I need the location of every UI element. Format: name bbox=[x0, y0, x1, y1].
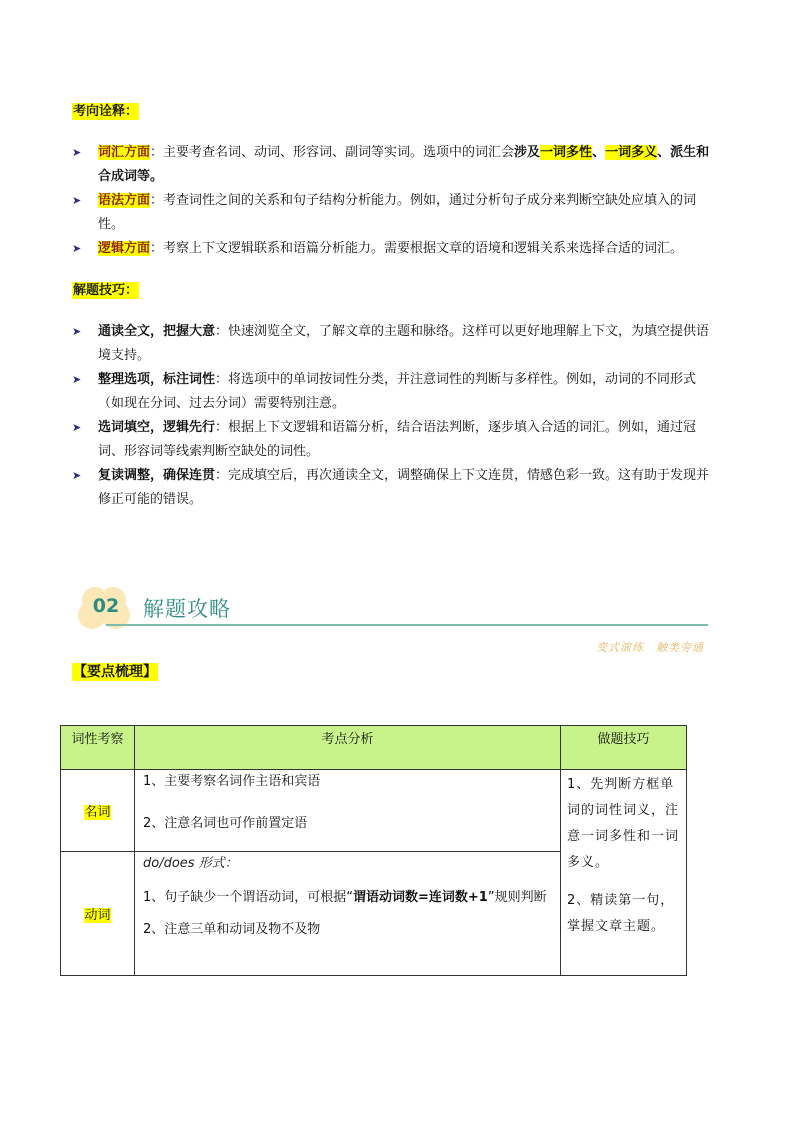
arrow-bullet-icon: ➤ bbox=[72, 194, 82, 207]
text-part: 1、句子缺少一个谓语动词，可根据“ bbox=[143, 890, 354, 905]
item-text: ：根据上下文逻辑和语篇分析，结合语法判断，逐步填入合适的词汇。例如，通过冠词、形容词等线索判断空缺处的词性。 bbox=[98, 420, 697, 459]
list-item bbox=[72, 416, 722, 464]
header-analysis: 考点分析 bbox=[135, 726, 561, 770]
item-bold: 涉及 bbox=[514, 145, 541, 160]
keyword: 逻辑方面 bbox=[98, 241, 151, 256]
item-text: ：主要考查名词、动词、形容词、副词等实词。选项中的词汇会 bbox=[150, 145, 515, 160]
exam-direction-title: 考向诠释： bbox=[73, 104, 139, 119]
header-category: 词性考察 bbox=[61, 726, 135, 770]
item-text: ：将选项中的单词按词性分类，并注意词性的判断与多样性。例如，动词的不同形式（如现在分词、过去分词）需要特别注意。 bbox=[98, 372, 697, 411]
list-item bbox=[72, 368, 722, 416]
list-item bbox=[72, 320, 722, 368]
tip-line: 1、先判断方框单词的词性词义，注意一词多性和一词多义。 bbox=[567, 777, 680, 870]
separator: 、 bbox=[592, 145, 606, 160]
keyword: 选词填空，逻辑先行 bbox=[98, 420, 216, 435]
category-cell bbox=[61, 770, 135, 852]
table-row bbox=[61, 770, 687, 852]
keyword: 词汇方面 bbox=[98, 145, 151, 160]
tip-line: 2、精读第一句，掌握文章主题。 bbox=[567, 893, 675, 934]
list-item bbox=[72, 189, 722, 237]
key-points-title: 【要点梳理】 bbox=[73, 664, 157, 680]
header-tips: 做题技巧 bbox=[561, 726, 687, 770]
item-text: ：考查词性之间的关系和句子结构分析能力。例如，通过分析句子成分来判断空缺处应填入的词性。 bbox=[98, 193, 697, 232]
item-text: ：快速浏览全文，了解文章的主题和脉络。这样可以更好地理解上下文，为填空提供语境支持。 bbox=[98, 324, 710, 363]
analysis-line bbox=[143, 888, 552, 908]
item-text: ：完成填空后，再次通读全文，调整确保上下文连贯，情感色彩一致。这有助于发现并修正可能的错误。 bbox=[98, 468, 710, 507]
analysis-line: 1、主要考察名词作主语和宾语 bbox=[143, 774, 321, 789]
arrow-bullet-icon: ➤ bbox=[72, 242, 82, 255]
separator: 、 bbox=[657, 145, 671, 160]
exam-direction-list bbox=[72, 141, 722, 261]
list-item bbox=[72, 141, 722, 189]
list-item bbox=[72, 464, 722, 512]
analysis-line: 2、注意名词也可作前置定语 bbox=[143, 816, 308, 831]
keyword: 复读调整，确保连贯 bbox=[98, 468, 216, 483]
keyword: 通读全文，把握大意 bbox=[98, 324, 216, 339]
section-title: 解题攻略 bbox=[143, 597, 231, 621]
keyword: 语法方面 bbox=[98, 193, 151, 208]
keyword: 整理选项，标注词性 bbox=[98, 372, 216, 387]
category-label: 动词 bbox=[84, 908, 111, 923]
category-cell bbox=[61, 852, 135, 976]
solving-tips-title: 解题技巧： bbox=[73, 283, 139, 298]
list-item bbox=[72, 237, 722, 261]
rule-formula: 谓语动词数=连词数+1 bbox=[353, 890, 488, 905]
analysis-cell bbox=[135, 770, 561, 852]
arrow-bullet-icon: ➤ bbox=[72, 421, 82, 434]
section-number: 02 bbox=[92, 595, 120, 617]
table-header-row bbox=[61, 726, 687, 770]
tips-text bbox=[567, 772, 681, 940]
solving-tips-list bbox=[72, 320, 722, 512]
category-label: 名词 bbox=[84, 805, 111, 820]
tips-cell bbox=[561, 770, 687, 976]
section-slogan: 变式演练 触类旁通 bbox=[596, 641, 704, 654]
arrow-bullet-icon: ➤ bbox=[72, 373, 82, 386]
text-part: ”规则判断 bbox=[487, 890, 547, 905]
divider bbox=[106, 624, 708, 626]
analysis-line: 2、注意三单和动词及物不及物 bbox=[143, 922, 321, 937]
arrow-bullet-icon: ➤ bbox=[72, 146, 82, 159]
key-points-table bbox=[60, 725, 687, 976]
highlight-term: 一词多义 bbox=[605, 145, 658, 160]
arrow-bullet-icon: ➤ bbox=[72, 325, 82, 338]
item-text: ：考察上下文逻辑联系和语篇分析能力。需要根据文章的语境和逻辑关系来选择合适的词汇。 bbox=[150, 241, 684, 256]
highlight-term: 一词多性 bbox=[540, 145, 593, 160]
item-bold: 派生和合成词等。 bbox=[98, 145, 710, 184]
analysis-subtitle: do/does 形式： bbox=[143, 856, 238, 871]
section-banner bbox=[78, 585, 718, 635]
arrow-bullet-icon: ➤ bbox=[72, 469, 82, 482]
analysis-cell bbox=[135, 852, 561, 976]
